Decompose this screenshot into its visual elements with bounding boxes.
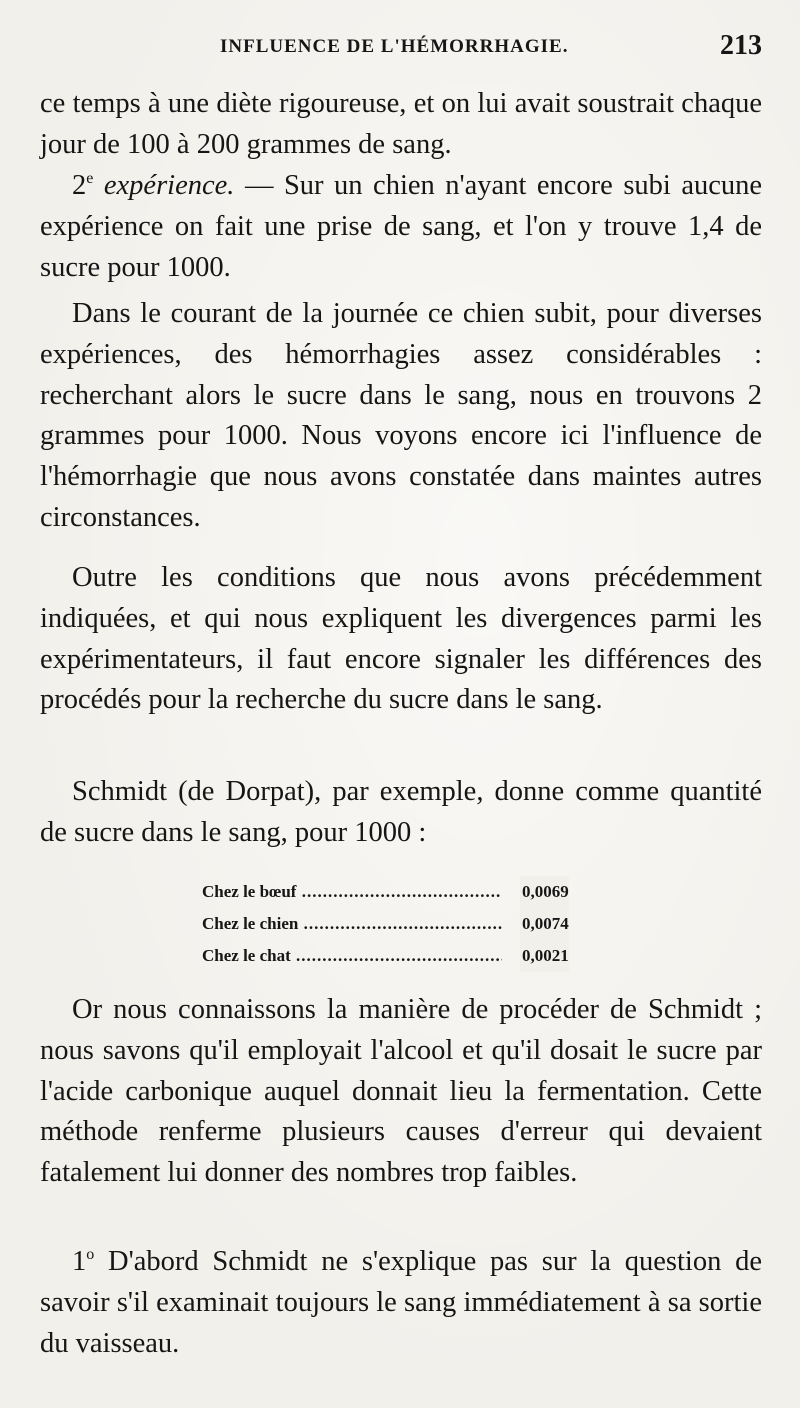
paragraph-schmidt-intro: Schmidt (de Dorpat), par exemple, donne comme quantité de sucre dans le sang, pour 1000 : xyxy=(40,776,762,848)
experiment-ordinal-suffix: e xyxy=(86,170,94,187)
paragraph-first-point xyxy=(40,1242,762,1364)
paragraph-continuation: ce temps à une diète rigoureuse, et on lui avait soustrait chaque jour de 100 à 200 grammes de sang. xyxy=(40,88,762,160)
paragraph-schmidt-method: Or nous connaissons la manière de procéder de Schmidt ; nous savons qu'il employait l'alcool et qu'il dosait le sucre par l'acide carbonique auquel donnait lieu la fermentation. Cette méthode renferme plusieurs causes d'erreur qui devaient fatalement lui donner des nombres trop faibles. xyxy=(40,994,762,1189)
table-row xyxy=(202,876,602,908)
page-number: 213 xyxy=(720,30,762,61)
experiment-label: expérience. xyxy=(103,170,235,201)
table-row xyxy=(202,908,602,940)
table-row-value: 0,0021 xyxy=(520,940,569,972)
paragraph-conditions: Outre les conditions que nous avons précédemment indiquées, et qui nous expliquent les divergences parmi les expérimentateurs, il faut encore signaler les différences des procédés pour la recherche du sucre dans le sang. xyxy=(40,562,762,716)
paragraph-experiment-2 xyxy=(40,166,762,288)
first-point-text: D'abord Schmidt ne s'explique pas sur la question de savoir s'il examinait toujours le sang immédiatement à sa sortie du vaisseau. xyxy=(40,1246,762,1359)
table-row xyxy=(202,940,602,972)
experiment-dash: — xyxy=(244,170,274,201)
table-row-value: 0,0074 xyxy=(520,908,569,940)
list-marker-number: 1 xyxy=(72,1246,87,1277)
sugar-quantity-table xyxy=(202,876,602,972)
table-row-label: Chez le chien ..... xyxy=(202,908,502,940)
list-marker-ordinal-suffix: o xyxy=(86,1246,95,1263)
experiment-text: Sur un chien n'ayant encore subi aucune expérience on fait une prise de sang, et l'on y trouve 1,4 de sucre pour 1000. xyxy=(40,170,763,283)
table-row-label: Chez le chat ..... xyxy=(202,940,502,972)
running-head: INFLUENCE DE L'HÉMORRHAGIE. xyxy=(220,36,569,57)
table-row-value: 0,0069 xyxy=(520,876,569,908)
table-row-label: Chez le bœuf ..... xyxy=(202,876,502,908)
paragraph-hemorrhage: Dans le courant de la journée ce chien subit, pour diverses expériences, des hémorrhagies assez considérables : recherchant alors le sucre dans le sang, nous en trouvons 2 grammes pour 1000. Nous voyons encore ici l'influence de l'hémorrhagie que nous avons constatée dans maintes autres circonstances. xyxy=(40,298,762,533)
page-header xyxy=(40,30,762,74)
experiment-number: 2 xyxy=(72,170,87,201)
